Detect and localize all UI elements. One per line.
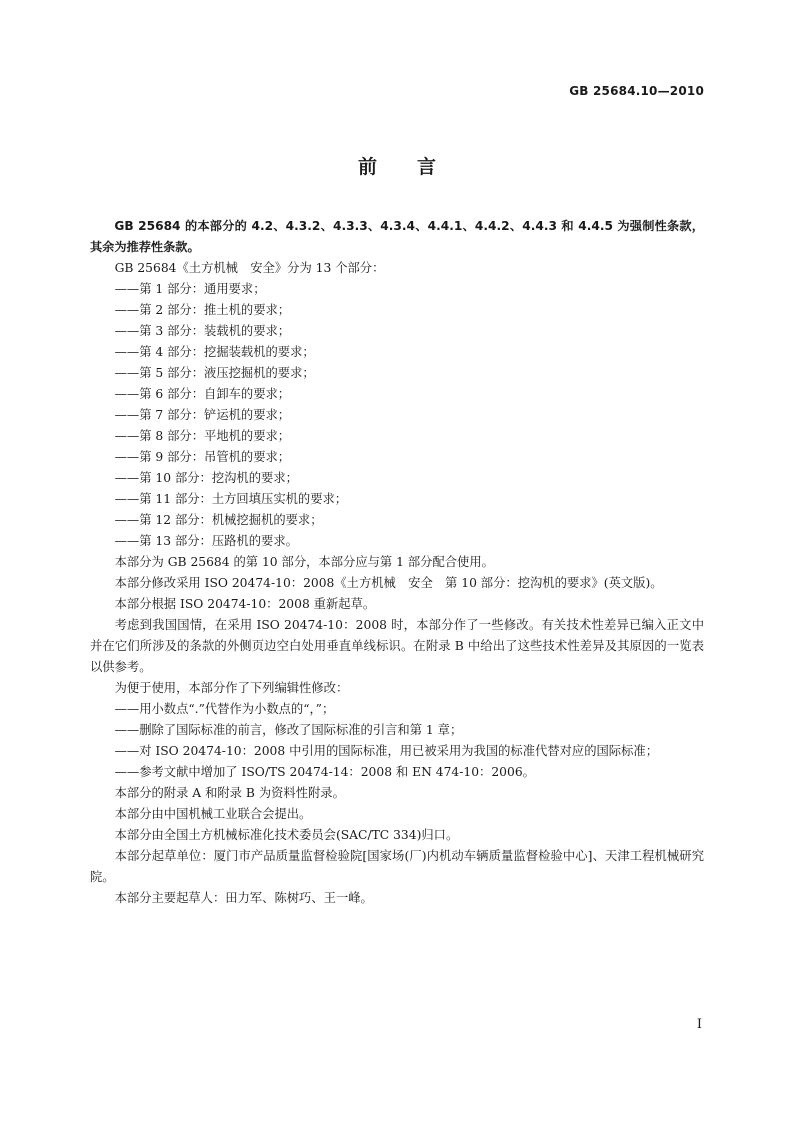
paragraph: 本部分修改采用 ISO 20474-10：2008《土方机械 安全 第 10 部分：挖沟机的要求》(英文版)。 <box>114 576 663 590</box>
mandatory-clauses-paragraph: GB 25684 的本部分的 4.2、4.3.2、4.3.3、4.3.4、4.4.1、4.4.2、4.4.3 和 4.4.5 为强制性条款，其余为推荐性条款。 <box>90 219 704 254</box>
list-item: ——第 3 部分：装载机的要求； <box>114 324 291 338</box>
paragraph: 为便于使用，本部分作了下列编辑性修改： <box>114 681 349 695</box>
list-item: ——第 12 部分：机械挖掘机的要求； <box>114 513 323 527</box>
series-paragraph: GB 25684《土方机械 安全》分为 13 个部分： <box>114 261 385 275</box>
list-item: ——对 ISO 20474-10：2008 中引用的国际标准，用已被采用为我国的标准代替对应的国际标准； <box>114 744 658 758</box>
drafting-units-paragraph: 本部分起草单位：厦门市产品质量监督检验院[国家场(厂)内机动车辆质量监督检验中心]、天津工程机械研究院。 <box>90 849 704 884</box>
page-title: 前言 <box>357 156 476 178</box>
list-item: ——参考文献中增加了 ISO/TS 20474-14：2008 和 EN 474-10：2006。 <box>114 765 535 779</box>
list-item: ——第 11 部分：土方回填压实机的要求； <box>114 492 348 506</box>
paragraph: 本部分由全国土方机械标准化技术委员会(SAC/TC 334)归口。 <box>114 828 459 842</box>
standard-code: GB 25684.10—2010 <box>569 84 704 98</box>
paragraph: 本部分根据 ISO 20474-10：2008 重新起草。 <box>114 597 376 611</box>
list-item: ——第 5 部分：液压挖掘机的要求； <box>114 366 315 380</box>
list-item: ——第 4 部分：挖掘装载机的要求； <box>114 345 315 359</box>
list-item: ——第 8 部分：平地机的要求； <box>114 429 291 443</box>
paragraph: 本部分的附录 A 和附录 B 为资料性附录。 <box>114 786 345 800</box>
paragraph: 本部分为 GB 25684 的第 10 部分，本部分应与第 1 部分配合使用。 <box>114 555 494 569</box>
list-item: ——第 9 部分：吊管机的要求； <box>114 450 291 464</box>
list-item: ——第 1 部分：通用要求； <box>114 282 266 296</box>
list-item: ——第 7 部分：铲运机的要求； <box>114 408 291 422</box>
list-item: ——第 10 部分：挖沟机的要求； <box>114 471 298 485</box>
list-item: ——第 2 部分：推土机的要求； <box>114 303 291 317</box>
drafters-paragraph: 本部分主要起草人：田力军、陈树巧、王一峰。 <box>114 891 373 905</box>
list-item: ——第 13 部分：压路机的要求。 <box>114 534 298 548</box>
paragraph: 本部分由中国机械工业联合会提出。 <box>114 807 312 821</box>
parts-list <box>90 279 704 552</box>
list-item: ——用小数点“.”代替作为小数点的“，”； <box>114 702 335 716</box>
editorial-changes-list <box>90 699 704 783</box>
page-number: I <box>696 1017 702 1032</box>
list-item: ——删除了国际标准的前言，修改了国际标准的引言和第 1 章； <box>114 723 463 737</box>
technical-differences-paragraph: 考虑到我国国情，在采用 ISO 20474-10：2008 时，本部分作了一些修改。有关技术性差异已编入正文中并在它们所涉及的条款的外侧页边空白处用垂直单线标识。在附录 B 中给出了这些技术性差异及其原因的一览表以供参考。 <box>90 618 704 674</box>
list-item: ——第 6 部分：自卸车的要求； <box>114 387 291 401</box>
foreword-body <box>90 216 704 909</box>
